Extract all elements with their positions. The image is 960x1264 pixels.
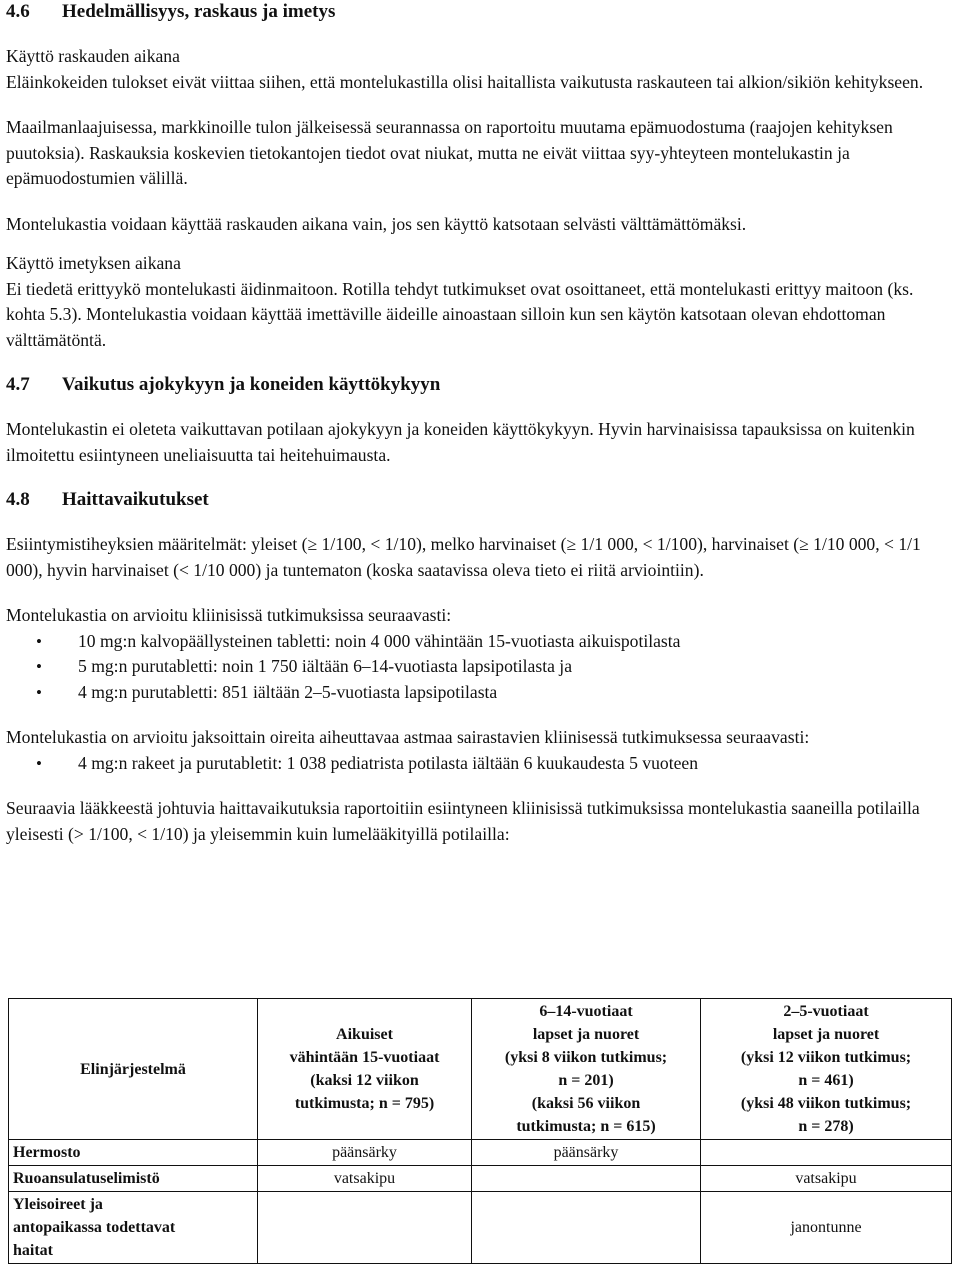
adults-cell xyxy=(258,1192,472,1264)
breastfeeding-paragraph: Ei tiedetä erittyykö montelukasti äidinmaitoon. Rotilla tehdyt tutkimukset ovat osoittaneet, että montelukasti erittyy maitoon (ks. kohta 5.3). Montelukastia voidaan käyttää imettäville äideille ainoastaan silloin kun sen käytön katsotaan olevan ehdottoman välttämätöntä. xyxy=(6,278,914,350)
children-6-14-cell xyxy=(472,1192,701,1264)
pregnancy-paragraph-2: Maailmanlaajuisessa, markkinoille tulon jälkeisessä seurannassa on raportoitu muutama epämuodostuma (raajojen kehityksen puutoksia). Raskauksia koskevien tietokantojen tiedot ovat niukat, mutta ne eivät viittaa syy-yhteyteen montelukastin ja epämuodostumien välillä. xyxy=(6,117,893,188)
studies-intro: Montelukastia on arvioitu kliinisissä tutkimuksissa seuraavasti: xyxy=(6,605,452,625)
list-item-text: 5 mg:n purutabletti: noin 1 750 iältään 6–14-vuotiasta lapsipotilasta ja xyxy=(78,656,572,676)
children-6-14-cell xyxy=(472,1166,701,1192)
driving-paragraph: Montelukastin ei oleteta vaikuttavan potilaan ajokykyyn ja koneiden käyttökykyyn. Hyvin harvinaisissa tapauksissa on kuitenkin ilmoitettu esiintyneen uneliaisuutta tai heitehuimausta. xyxy=(6,419,915,465)
list-item-text: 4 mg:n rakeet ja purutabletit: 1 038 pediatrista potilasta iältään 6 kuukaudesta 5 vuoteen xyxy=(78,752,698,773)
children-2-5-cell xyxy=(701,1140,952,1166)
section-title: Hedelmällisyys, raskaus ja imetys xyxy=(62,1,336,22)
table-row xyxy=(9,1166,952,1192)
bullet-icon: • xyxy=(36,753,42,773)
header-children-2-5: 2–5-vuotiaat lapset ja nuoret (yksi 12 viikon tutkimus; n = 461) (yksi 48 viikon tutkimus; n = 278) xyxy=(701,999,952,1140)
section-title: Vaikutus ajokykyyn ja koneiden käyttökykyyn xyxy=(62,374,441,395)
section-number: 4.7 xyxy=(6,374,30,395)
intermittent-asthma-intro: Montelukastia on arvioitu jaksoittain oireita aiheuttavaa astmaa sairastavien kliinisessä tutkimuksessa seuraavasti: xyxy=(6,727,810,747)
children-2-5-cell: vatsakipu xyxy=(701,1166,952,1192)
table-row xyxy=(9,1140,952,1166)
adults-cell: päänsärky xyxy=(258,1140,472,1166)
list-item-text: 10 mg:n kalvopäällysteinen tabletti: noin 4 000 vähintään 15-vuotiasta aikuispotilasta xyxy=(78,630,681,651)
list-item xyxy=(6,629,952,655)
adults-cell: vatsakipu xyxy=(258,1166,472,1192)
bullet-icon: • xyxy=(36,657,42,676)
bullet-icon: • xyxy=(36,631,42,651)
list-item xyxy=(6,680,952,706)
table-row xyxy=(9,1192,952,1264)
bullet-icon: • xyxy=(36,682,42,702)
children-6-14-cell: päänsärky xyxy=(472,1140,701,1166)
organ-system-cell: Yleisoireet ja antopaikassa todettavat haitat xyxy=(9,1192,258,1264)
pregnancy-paragraph-3: Montelukastia voidaan käyttää raskauden aikana vain, jos sen käyttö katsotaan selvästi välttämättömäksi. xyxy=(6,213,747,234)
adverse-reactions-table xyxy=(8,998,952,1264)
frequency-definitions-paragraph: Esiintymistiheyksien määritelmät: yleiset (≥ 1/100, < 1/10), melko harvinaiset (≥ 1/1 000, < 1/100), harvinaiset (≥ 1/10 000, < 1/1 000), hyvin harvinaiset (< 1/10 000) ja tuntematon (koska saatavissa oleva tieto ei riitä arviointiin). xyxy=(6,534,921,580)
studies-list xyxy=(6,629,952,706)
section-heading-4-7 xyxy=(6,373,952,397)
section-heading-4-6 xyxy=(6,0,952,24)
breastfeeding-subheading: Käyttö imetyksen aikana xyxy=(6,253,181,273)
children-2-5-cell: janontunne xyxy=(701,1192,952,1264)
organ-system-cell: Hermosto xyxy=(9,1140,258,1166)
header-organ-system: Elinjärjestelmä xyxy=(9,999,258,1140)
header-children-6-14: 6–14-vuotiaat lapset ja nuoret (yksi 8 viikon tutkimus; n = 201) (kaksi 56 viikon tutkimusta; n = 615) xyxy=(472,999,701,1140)
table-header-row xyxy=(9,999,952,1140)
list-item xyxy=(6,654,952,680)
header-adults: Aikuiset vähintään 15-vuotiaat (kaksi 12 viikon tutkimusta; n = 795) xyxy=(258,999,472,1140)
list-item xyxy=(6,751,952,777)
intermittent-list xyxy=(6,751,952,777)
table-intro: Seuraavia lääkkeestä johtuvia haittavaikutuksia raportoitiin esiintyneen kliinisissä tutkimuksissa montelukastia saaneilla potilailla yleisesti (> 1/100, < 1/10) ja yleisemmin kuin lumelääkityillä potilailla: xyxy=(6,798,920,844)
document-page xyxy=(6,0,952,847)
pregnancy-paragraph-1: Eläinkokeiden tulokset eivät viittaa siihen, että montelukastilla olisi haitallista vaikutusta raskauteen tai alkion/sikiön kehitykseen. xyxy=(6,71,924,92)
section-number: 4.6 xyxy=(6,1,30,22)
pregnancy-subheading: Käyttö raskauden aikana xyxy=(6,46,180,66)
organ-system-cell: Ruoansulatuselimistö xyxy=(9,1166,258,1192)
section-number: 4.8 xyxy=(6,489,30,510)
section-title: Haittavaikutukset xyxy=(62,489,209,510)
section-heading-4-8 xyxy=(6,488,952,512)
list-item-text: 4 mg:n purutabletti: 851 iältään 2–5-vuotiasta lapsipotilasta xyxy=(78,681,498,702)
